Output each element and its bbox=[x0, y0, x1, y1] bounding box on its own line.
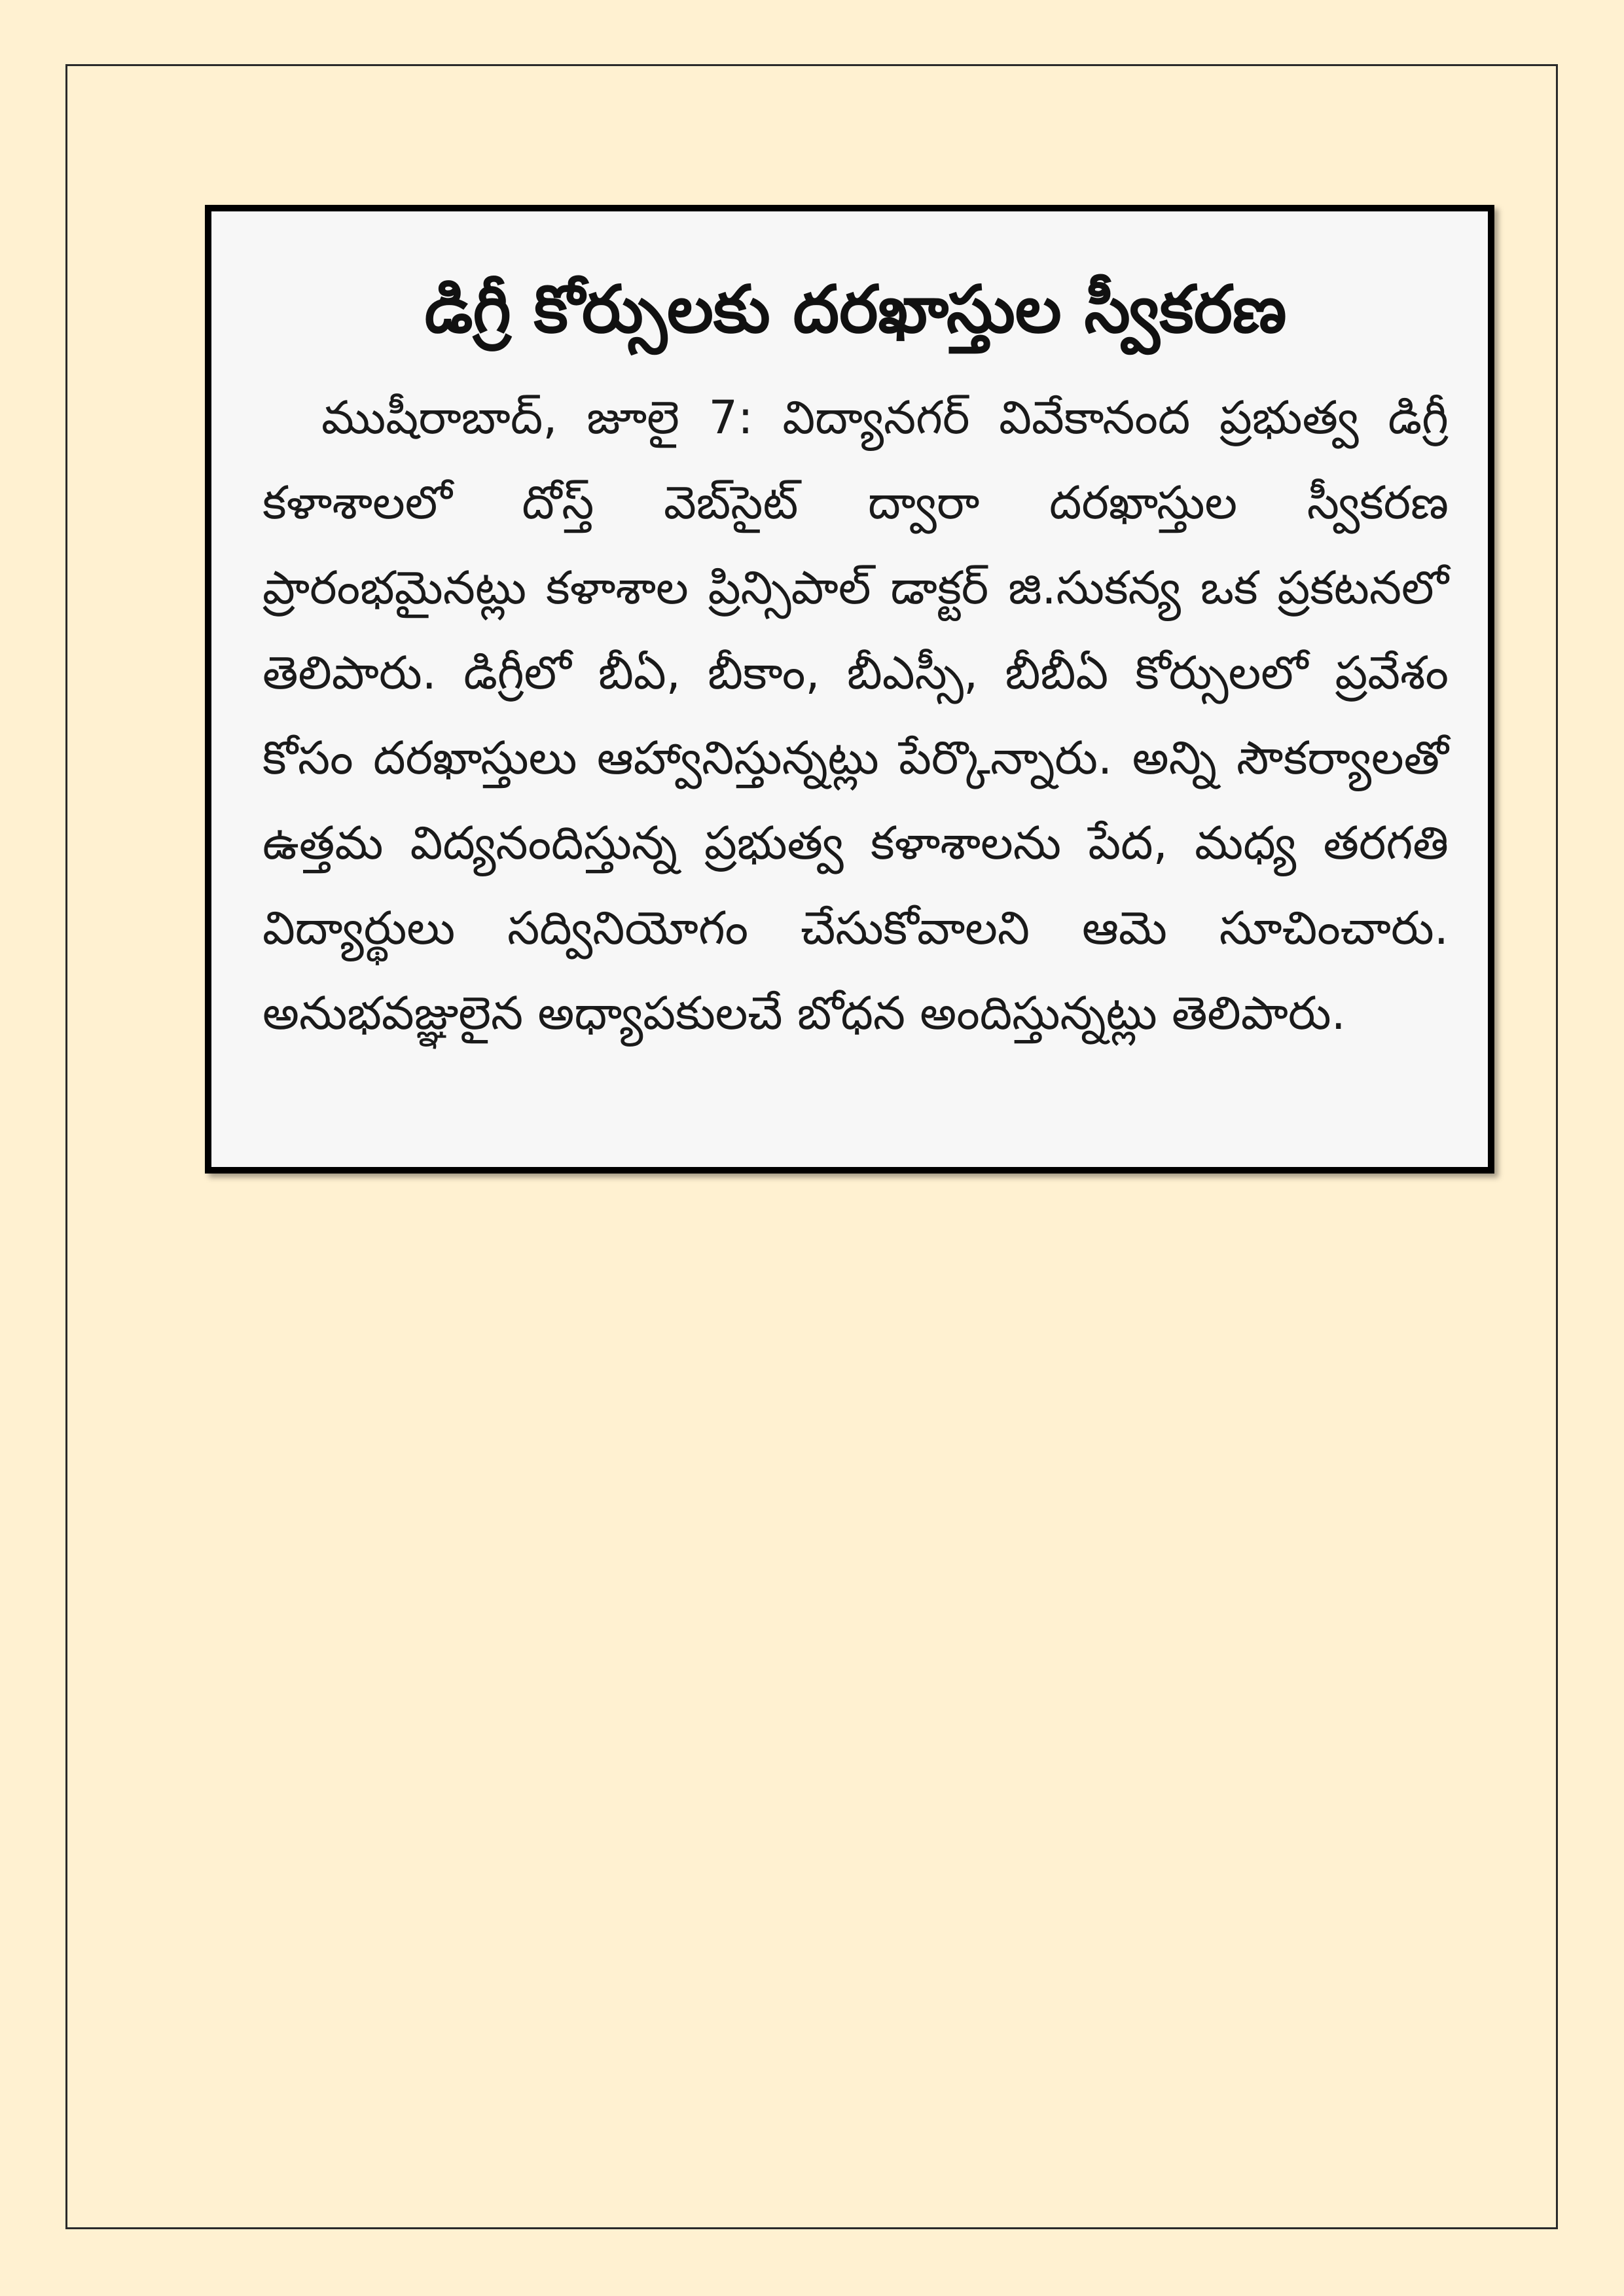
clipping-headline: డిగ్రీ కోర్సులకు దరఖాస్తుల స్వీకరణ bbox=[424, 271, 1287, 348]
clipping-body: ముషీరాబాద్, జూలై 7: విద్యానగర్ వివేకానంద ప్రభుత్వ డిగ్రీ కళాశాలలో దోస్త్ వెబ్‌సైట్ ద్వారా దరఖాస్తుల స్వీకరణ ప్రారంభమైనట్లు కళాశాల ప్రిన్సిపాల్ డాక్టర్ జి.సుకన్య ఒక ప్రకటనలో తెలిపారు. డిగ్రీలో బీఏ, బీకాం, బీఎస్సీ, బీబీఏ కోర్సులలో ప్రవేశం కోసం దరఖాస్తులు ఆహ్వానిస్తున్నట్లు పేర్కొన్నారు. అన్ని సౌకర్యాలతో ఉత్తమ విద్యనందిస్తున్న ప్రభుత్వ కళాశాలను పేద, మధ్య తరగతి విద్యార్థులు సద్వినియోగం చేసుకోవాలని ఆమె సూచించారు. అనుభవజ్ఞులైన అధ్యాపకులచే బోధన అందిస్తున్నట్లు తెలిపారు. bbox=[262, 391, 1449, 1040]
newspaper-clipping bbox=[205, 205, 1494, 1174]
